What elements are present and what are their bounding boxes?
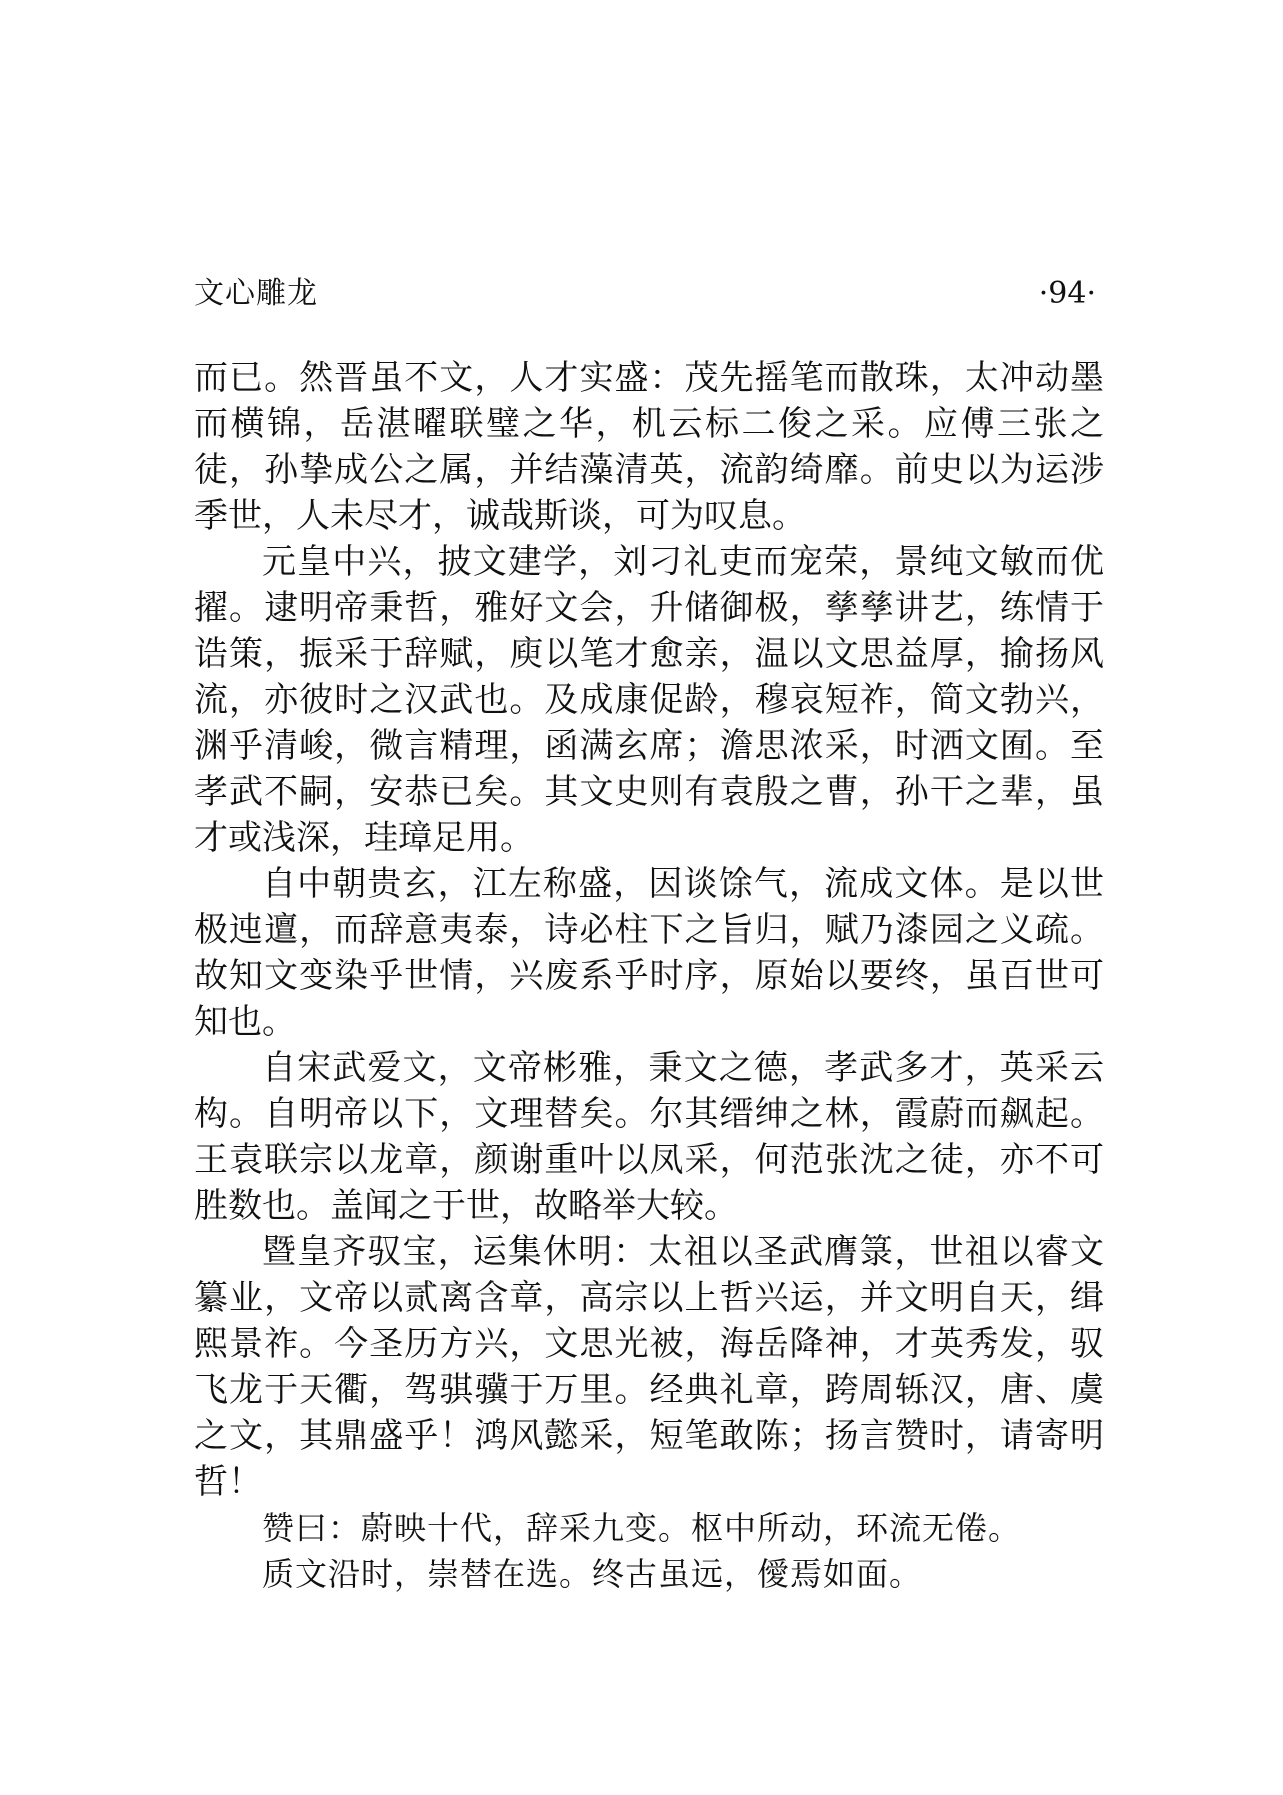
page-number: ·94· — [1038, 276, 1096, 311]
book-title: 文心雕龙 — [194, 276, 318, 311]
body-text — [194, 355, 1104, 1597]
paragraph-4: 自宋武爱文，文帝彬雅，秉文之德，孝武多才，英采云构。自明帝以下，文理替矣。尔其缙绅之林，霞蔚而飙起。王袁联宗以龙章，颜谢重叶以凤采，何范张沈之徒，亦不可胜数也。盖闻之于世，故略举大较。 — [194, 1048, 1104, 1226]
paragraph-2: 元皇中兴，披文建学，刘刁礼吏而宠荣，景纯文敏而优擢。逮明帝秉哲，雅好文会，升储御极，孳孳讲艺，练情于诰策，振采于辞赋，庾以笔才愈亲，温以文思益厚，揄扬风流，亦彼时之汉武也。及成康促龄，穆哀短祚，简文勃兴，渊乎清峻，微言精理，函满玄席；澹思浓采，时洒文囿。至孝武不嗣，安恭已矣。其文史则有袁殷之曹，孙干之辈，虽才或浅深，珪璋足用。 — [194, 542, 1104, 858]
paragraph-5: 暨皇齐驭宝，运集休明：太祖以圣武膺箓，世祖以睿文纂业，文帝以贰离含章，高宗以上哲兴运，并文明自天，缉熙景祚。今圣历方兴，文思光被，海岳降神，才英秀发，驭飞龙于天衢，驾骐骥于万里。经典礼章，跨周轹汉，唐、虞之文，其鼎盛乎！鸿风懿采，短笔敢陈；扬言赞时，请寄明哲！ — [194, 1232, 1104, 1502]
paragraph-1: 而已。然晋虽不文，人才实盛：茂先摇笔而散珠，太冲动墨而横锦，岳湛曜联璧之华，机云标二俊之采。应傅三张之徒，孙挚成公之属，并结藻清英，流韵绮靡。前史以为运涉季世，人未尽才，诚哉斯谈，可为叹息。 — [194, 358, 1104, 536]
page-header — [194, 270, 1096, 318]
zan-line-1: 赞曰：蔚映十代，辞采九变。枢中所动，环流无倦。 — [262, 1509, 1022, 1547]
paragraph-3: 自中朝贵玄，江左称盛，因谈馀气，流成文体。是以世极迍邅，而辞意夷泰，诗必柱下之旨归，赋乃漆园之义疏。故知文变染乎世情，兴废系乎时序，原始以要终，虽百世可知也。 — [194, 864, 1104, 1042]
zan-line-2: 质文沿时，崇替在选。终古虽远，僾焉如面。 — [262, 1555, 923, 1593]
